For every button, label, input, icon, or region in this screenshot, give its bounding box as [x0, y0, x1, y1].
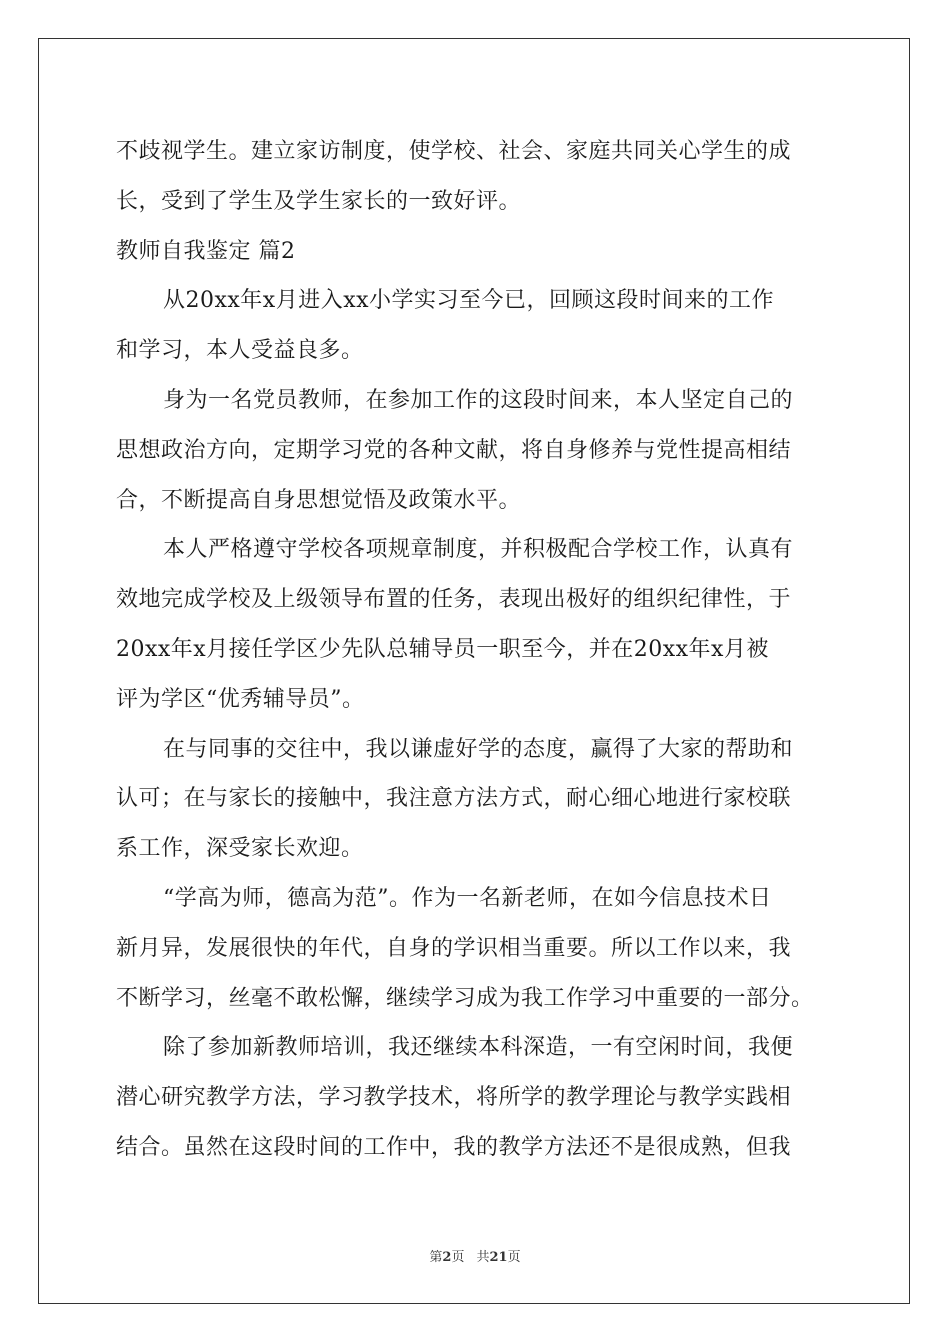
text-line: 认可；在与家长的接触中，我注意方法方式，耐心细心地进行家校联 — [116, 786, 792, 812]
text-line: 效地完成学校及上级领导布置的任务，表现出极好的组织纪律性，于 — [116, 587, 792, 613]
text-line: 除了参加新教师培训，我还继续本科深造，一有空闲时间，我便 — [163, 1035, 794, 1061]
document-body — [116, 127, 834, 1173]
footer-total-prefix: 共 — [476, 1250, 490, 1265]
text-line: 思想政治方向，定期学习党的各种文献，将自身修养与党性提高相结 — [116, 437, 792, 463]
text-line: 合，不断提高自身思想觉悟及政策水平。 — [116, 487, 522, 513]
footer-total-unit: 页 — [507, 1250, 521, 1265]
text-line: 系工作，深受家长欢迎。 — [116, 836, 364, 862]
text-line: 评为学区“优秀辅导员”。 — [116, 686, 365, 712]
section-heading: 教师自我鉴定 篇2 — [116, 238, 296, 264]
text-line: 长，受到了学生及学生家长的一致好评。 — [116, 188, 522, 214]
footer-total-pages: 21 — [489, 1250, 508, 1265]
footer-page-unit: 页 — [451, 1250, 465, 1265]
page-footer — [0, 1246, 950, 1265]
text-line: 从20xx年x月进入xx小学实习至今已，回顾这段时间来的工作 — [163, 288, 775, 314]
text-line: 身为一名党员教师，在参加工作的这段时间来，本人坚定自己的 — [163, 387, 794, 413]
text-line: 不断学习，丝毫不敢松懈，继续学习成为我工作学习中重要的一部分。 — [116, 985, 814, 1011]
text-line: “学高为师，德高为范”。作为一名新老师，在如今信息技术日 — [163, 885, 772, 911]
text-line: 不歧视学生。建立家访制度，使学校、社会、家庭共同关心学生的成 — [116, 139, 792, 164]
footer-page-number: 2 — [442, 1250, 452, 1265]
text-line: 在与同事的交往中，我以谦虚好学的态度，赢得了大家的帮助和 — [163, 736, 794, 762]
text-line: 和学习，本人受益良多。 — [116, 338, 364, 364]
text-line: 结合。虽然在这段时间的工作中，我的教学方法还不是很成熟，但我 — [116, 1134, 792, 1160]
footer-prefix: 第 — [429, 1250, 443, 1265]
text-line: 潜心研究教学方法，学习教学技术，将所学的教学理论与教学实践相 — [116, 1085, 792, 1111]
text-line: 新月异，发展很快的年代，自身的学识相当重要。所以工作以来，我 — [116, 935, 792, 961]
text-line: 20xx年x月接任学区少先队总辅导员一职至今，并在20xx年x月被 — [116, 636, 769, 662]
text-line: 本人严格遵守学校各项规章制度，并积极配合学校工作，认真有 — [163, 537, 794, 563]
